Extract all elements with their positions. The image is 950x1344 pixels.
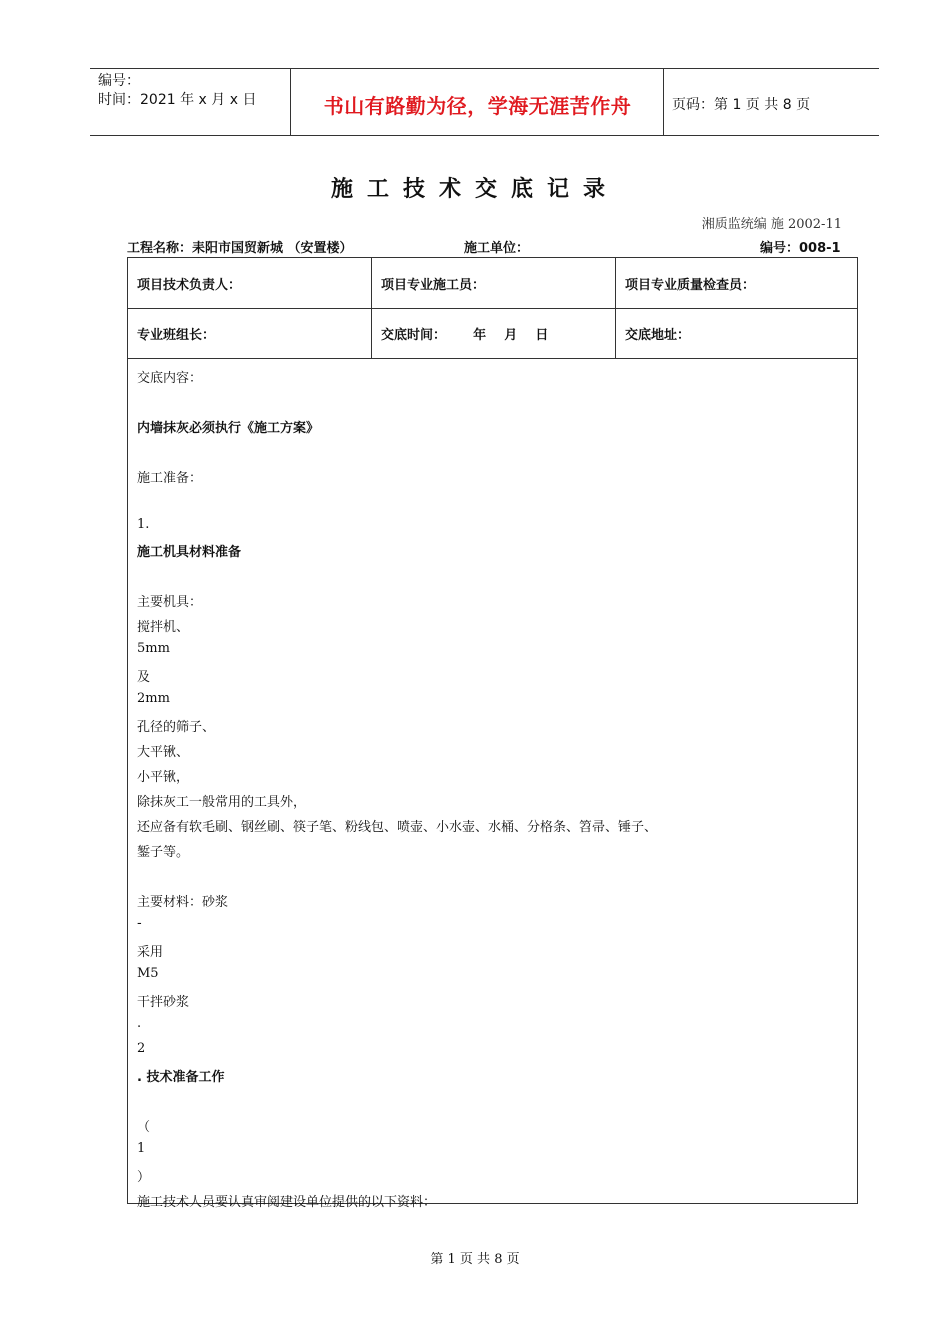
content-line: 小平锹， (137, 770, 190, 785)
site-constructor-cell: 项目专业施工员： (371, 258, 615, 308)
document-number: 编号：008-1 (760, 241, 841, 256)
team-leader-cell: 专业班组长： (137, 327, 216, 343)
content-line: 大平锹、 (137, 745, 190, 760)
content-line: 及 (137, 670, 151, 685)
disclosure-time-cell: 交底时间： 年 月 日 (371, 308, 615, 358)
page-footer: 第 1 页 共 8 页 (430, 1252, 520, 1267)
content-line: 采用 (137, 945, 164, 960)
content-line: 除抹灰工一般常用的工具外， (137, 795, 307, 810)
content-line: 孔径的筛子、 (137, 720, 216, 735)
header-motto: 书山有路勤为径，学海无涯苦作舟 (323, 94, 632, 118)
header-bottom-rule (90, 135, 879, 136)
header-time: 时间：2021 年 x 月 x 日 (98, 92, 257, 108)
quality-inspector-cell: 项目专业质量检查员： (615, 258, 857, 308)
content-line: 2mm (137, 691, 170, 706)
content-heading: 内墙抹灰必须执行《施工方案》 (137, 421, 320, 436)
project-name: 工程名称：耒阳市国贸新城 （安置楼） (127, 241, 353, 256)
table-row (128, 258, 857, 309)
header-code: 编号： (98, 73, 140, 89)
content-line: 交底内容： (137, 371, 203, 386)
content-line: 1. (137, 517, 150, 532)
content-line: . (137, 1016, 142, 1031)
header-divider-left (290, 69, 291, 136)
content-line: 还应备有软毛刷、钢丝刷、筷子笔、粉线包、喷壶、小水壶、水桶、分格条、笤帚、锤子、 (137, 820, 658, 835)
document-title: 施工技术交底记录 (330, 176, 619, 202)
content-line: 5mm (137, 641, 170, 656)
tech-lead-cell: 项目技术负责人： (137, 277, 242, 293)
content-line: 搅拌机、 (137, 620, 190, 635)
content-line: 主要材料：砂浆 (137, 895, 229, 910)
content-line: 主要机具： (137, 595, 203, 610)
content-line: 干拌砂浆 (137, 995, 190, 1010)
content-line: 錾子等。 (137, 845, 190, 860)
content-line: （ (137, 1120, 151, 1135)
content-line: M5 (137, 966, 159, 981)
header-meta (98, 72, 256, 110)
table-row (128, 308, 857, 359)
content-line: 施工技术人员要认真审阅建设单位提供的以下资料： (137, 1195, 437, 1210)
content-line: 1 (137, 1141, 146, 1156)
header-top-rule (90, 68, 879, 69)
construction-unit: 施工单位： (464, 241, 530, 256)
disclosure-table (127, 257, 858, 1210)
document-reference: 湘质监统编 施 2002-11 (701, 217, 842, 232)
content-heading: 施工机具材料准备 (137, 545, 242, 560)
disclosure-address-cell: 交底地址： (615, 308, 857, 358)
content-line: - (137, 916, 142, 931)
content-line: ） (137, 1170, 151, 1185)
content-heading: . 技术准备工作 (137, 1070, 225, 1085)
header-divider-right (663, 69, 664, 136)
header-page-info: 页码：第 1 页 共 8 页 (672, 97, 811, 113)
content-line: 2 (137, 1041, 146, 1056)
content-line: 施工准备： (137, 471, 203, 486)
